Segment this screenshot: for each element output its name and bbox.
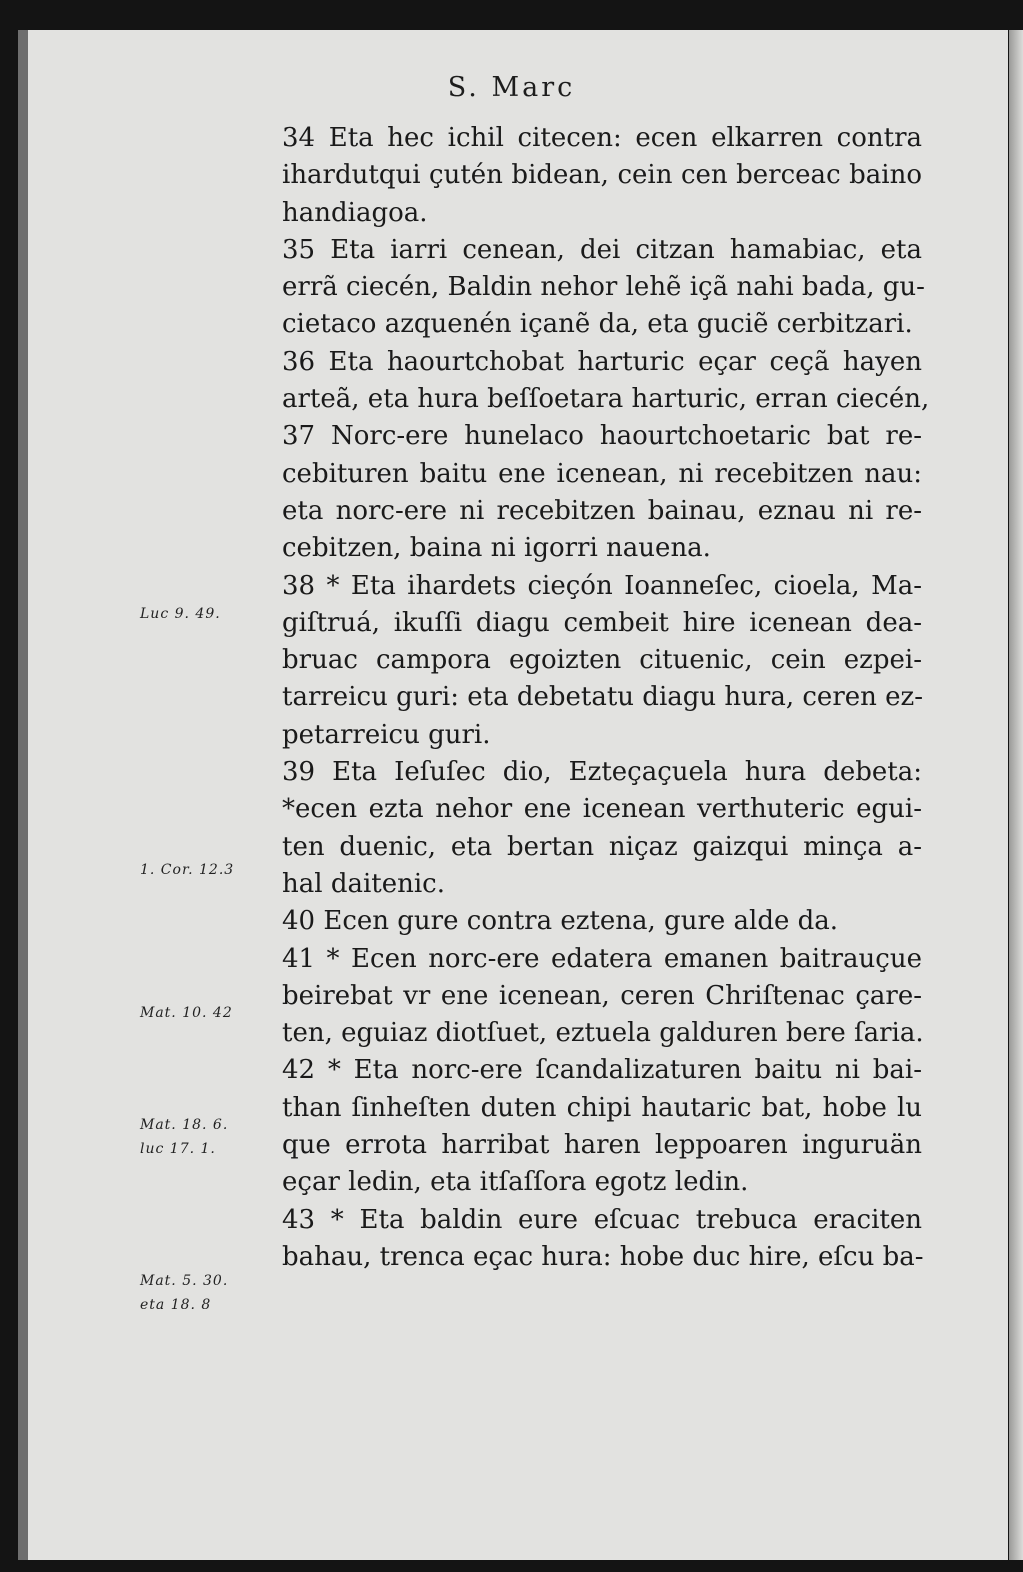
text-line: hal daitenic.: [282, 868, 446, 899]
page-edge: [1009, 30, 1023, 1560]
text-line: 42 * Eta norc-ere ſcandalizaturen baitu ni bai-: [282, 1055, 922, 1086]
text-line: ten duenic, eta bertan niçaz gaizqui minça a-: [282, 831, 922, 862]
text-line: 37 Norc-ere hunelaco haourtchoetaric bat re-: [282, 421, 922, 452]
margin-reference: Luc 9. 49.: [140, 606, 221, 622]
text-line: 41 * Ecen norc-ere edatera emanen baitrauçue: [282, 943, 922, 974]
text-line: than ſinheſten duten chipi hautaric bat, hobe lu: [282, 1092, 922, 1123]
margin-reference: Mat. 10. 42: [140, 1005, 233, 1021]
text-line: 35 Eta iarri cenean, dei citzan hamabiac, eta: [282, 234, 922, 265]
running-header: S. Marc: [447, 72, 576, 103]
text-line: que errota harribat haren leppoaren inguruän: [282, 1130, 922, 1161]
margin-reference: 1. Cor. 12.3: [140, 862, 235, 878]
text-line: cebituren baitu ene icenean, ni recebitzen nau:: [282, 458, 922, 489]
text-line: ten, eguiaz diotſuet, eztuela galduren bere ſaria.: [282, 1018, 924, 1049]
margin-reference: eta 18. 8: [140, 1297, 212, 1313]
margin-reference: Mat. 5. 30.: [140, 1273, 229, 1289]
text-line: 38 * Eta ihardets cieçón Ioanneſec, cioela, Ma-: [282, 570, 922, 601]
text-line: arteã, eta hura beſſoetara harturic, erran ciecén,: [282, 384, 930, 415]
text-line: giſtruá, ikuſſi diagu cembeit hire icenean dea-: [282, 607, 922, 638]
text-line: petarreicu guri.: [282, 719, 491, 750]
margin-reference: luc 17. 1.: [140, 1141, 216, 1157]
text-line: ihardutqui çutén bidean, cein cen berceac baino: [282, 160, 922, 191]
body-text: [282, 120, 930, 1276]
margin-reference: Mat. 18. 6.: [140, 1117, 229, 1133]
text-line: *ecen ezta nehor ene icenean verthuteric egui-: [282, 794, 922, 825]
text-line: errã ciecén, Baldin nehor lehẽ içã nahi bada, gu-: [282, 272, 925, 303]
text-line: 40 Ecen gure contra eztena, gure alde da.: [282, 906, 839, 937]
text-line: tarreicu guri: eta debetatu diagu hura, ceren ez-: [282, 682, 924, 713]
text-line: 39 Eta Ieſuſec dio, Ezteçaçuela hura debeta:: [282, 757, 922, 788]
text-line: eçar ledin, eta itſaſſora egotz ledin.: [282, 1167, 749, 1198]
text-line: bahau, trenca eçac hura: hobe duc hire, eſcu ba-: [282, 1241, 924, 1272]
text-line: 36 Eta haourtchobat harturic eçar ceçã hayen: [282, 346, 922, 377]
text-line: bruac campora egoizten cituenic, cein ezpei-: [282, 645, 922, 676]
text-line: beirebat vr ene icenean, ceren Chriſtenac çare-: [282, 980, 922, 1011]
text-line: cietaco azquenén içanẽ da, eta guciẽ cerbitzari.: [282, 309, 913, 340]
text-line: eta norc-ere ni recebitzen bainau, eznau ni re-: [282, 495, 922, 526]
text-line: 34 Eta hec ichil citecen: ecen elkarren contra: [282, 123, 922, 153]
text-line: cebitzen, baina ni igorri nauena.: [282, 533, 711, 564]
text-line: handiagoa.: [282, 197, 428, 228]
text-line: 43 * Eta baldin eure eſcuac trebuca eraciten: [282, 1204, 922, 1235]
